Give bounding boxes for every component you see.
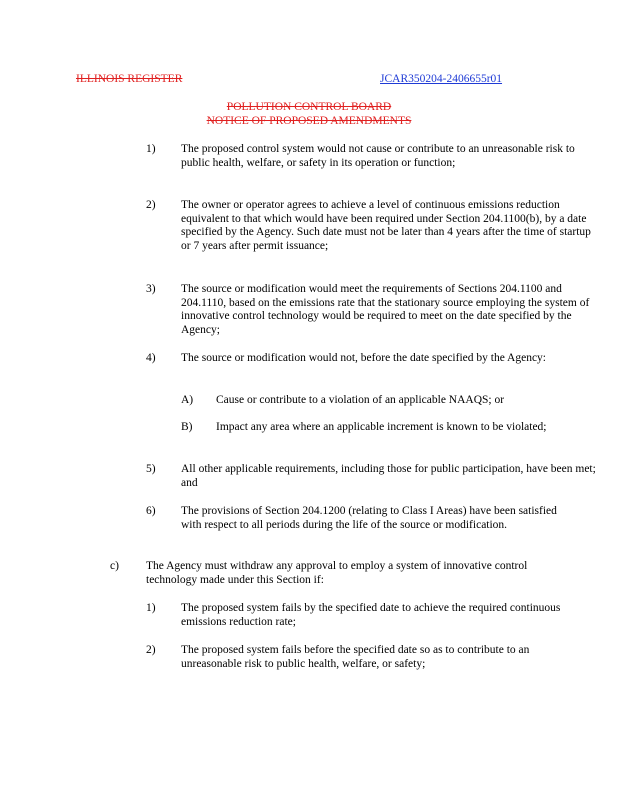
- item-number: 5): [146, 463, 156, 475]
- item-text: The proposed control system would not cause or contribute to an unreasonable risk to public health, welfare, or safety in its operation or function;: [181, 143, 575, 169]
- item-number: 3): [146, 283, 156, 295]
- item-text: All other applicable requirements, including those for public participation, have been met; and: [181, 463, 596, 489]
- item-number: 6): [146, 505, 156, 517]
- item-number: 1): [146, 602, 156, 614]
- item-number: 4): [146, 352, 156, 364]
- item-number: 2): [146, 644, 156, 656]
- subitem-letter: A): [181, 394, 194, 406]
- subitem-letter: B): [181, 421, 193, 433]
- item-text: The source or modification would meet the requirements of Sections 204.1100 and 204.1110, based on the emissions rate that the stationary source employing the system of innovative control technology would be required to meet on the date specified by the Agency;: [181, 283, 590, 336]
- register-title: ILLINOIS REGISTER: [76, 73, 183, 85]
- document-code-link[interactable]: JCAR350204-2406655r01: [380, 73, 503, 85]
- notice-title: NOTICE OF PROPOSED AMENDMENTS: [206, 115, 412, 127]
- agency-title: POLLUTION CONTROL BOARD: [226, 101, 392, 113]
- subitem-text: Cause or contribute to a violation of an applicable NAAQS; or: [216, 394, 505, 406]
- item-number: 1): [146, 143, 156, 155]
- section-text: The Agency must withdraw any approval to employ a system of innovative control technology made under this Section if:: [146, 560, 528, 586]
- item-text: The provisions of Section 204.1200 (relating to Class I Areas) have been satisfied with respect to all periods during the life of the source or modification.: [181, 505, 557, 531]
- item-text: The proposed system fails before the specified date so as to contribute to an unreasonable risk to public health, welfare, or safety;: [181, 644, 530, 670]
- item-text: The proposed system fails by the specified date to achieve the required continuous emissions reduction rate;: [181, 602, 561, 628]
- subitem-text: Impact any area where an applicable increment is known to be violated;: [216, 421, 547, 433]
- item-text: The owner or operator agrees to achieve a level of continuous emissions reduction equivalent to that which would have been required under Section 204.1100(b), by a date specified by the Agency. Such date must not be later than 4 years after the time of startup or 7 years after permit issuance;: [181, 199, 591, 252]
- item-number: 2): [146, 199, 156, 211]
- item-text: The source or modification would not, before the date specified by the Agency:: [181, 352, 547, 364]
- section-letter: c): [110, 560, 119, 572]
